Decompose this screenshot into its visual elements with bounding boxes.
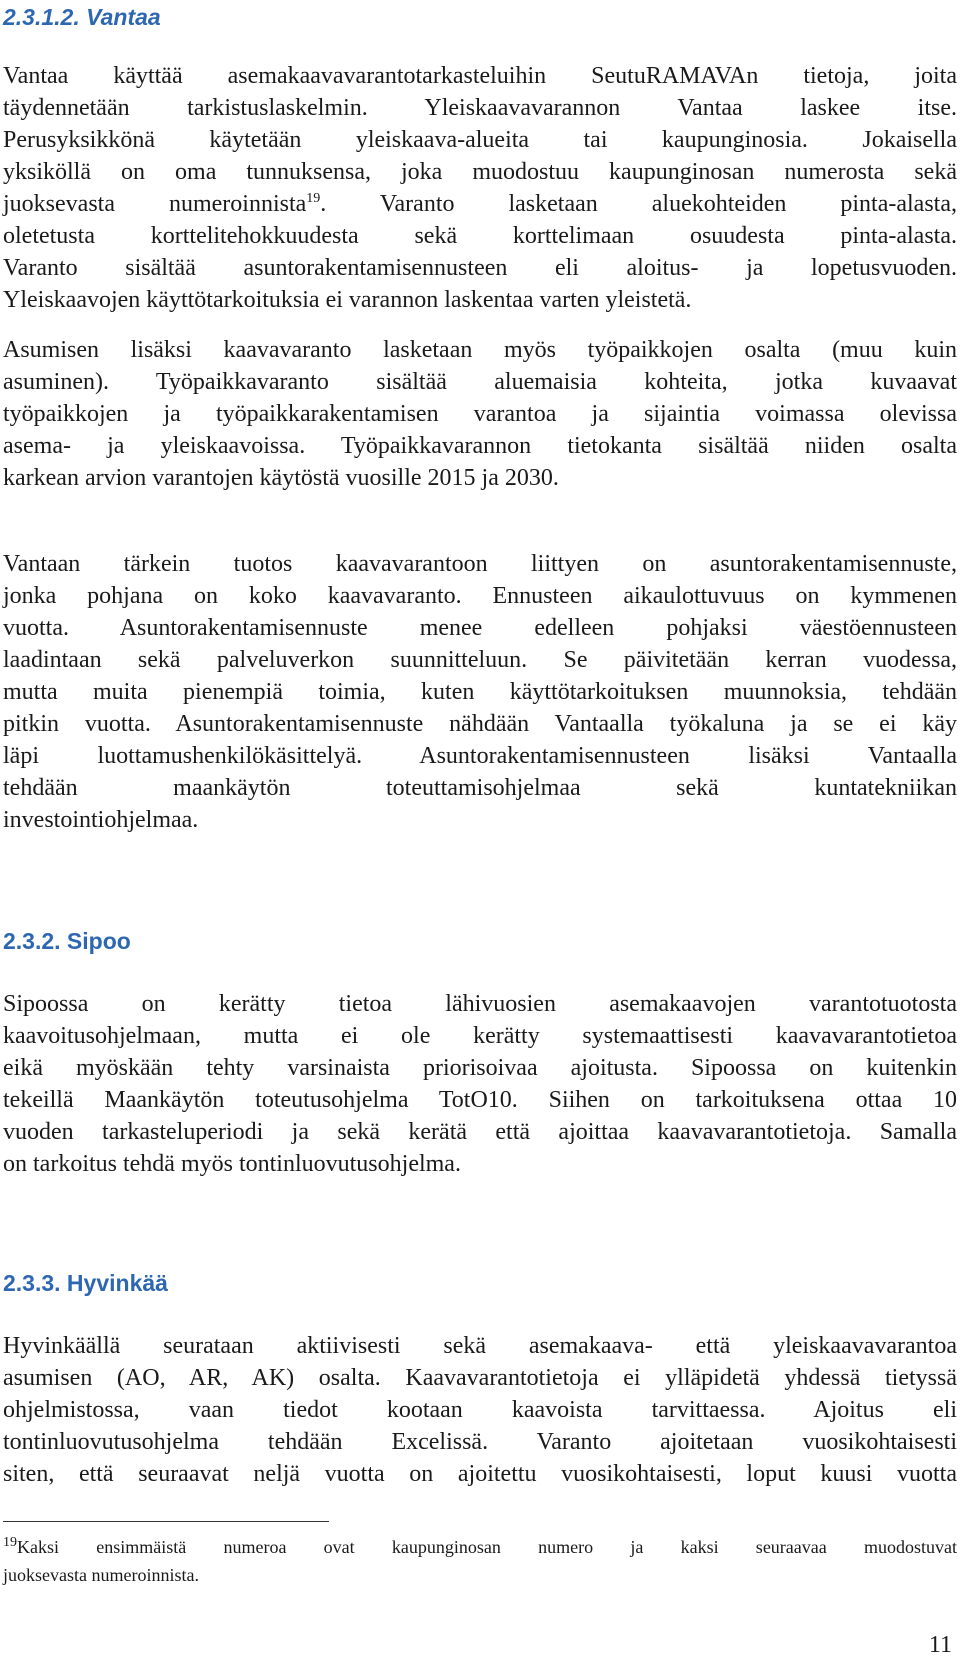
footnote xyxy=(3,1533,957,1589)
page-number: 11 xyxy=(928,1632,952,1658)
text-line: kaavoitusohjelmaan, mutta ei ole kerätty systemaattisesti kaavavarantotietoa xyxy=(3,1023,957,1049)
paragraph-hyvinkaa-1 xyxy=(3,1330,957,1490)
paragraph-sipoo-1 xyxy=(3,988,957,1180)
footnote-divider xyxy=(3,1521,329,1522)
text-line: laadintaan sekä palveluverkon suunnitteluun. Se päivitetään kerran vuodessa, xyxy=(3,647,957,673)
text-line: yksiköllä on oma tunnuksensa, joka muodostuu kaupunginosan numerosta sekä xyxy=(3,159,957,185)
text-line: läpi luottamushenkilökäsittelyä. Asuntorakentamisennusteen lisäksi Vantaalla xyxy=(3,743,957,769)
text-line: asumisen (AO, AR, AK) osalta. Kaavavarantotietoja ei ylläpidetä yhdessä tietyssä xyxy=(3,1365,957,1391)
footnote-line: juoksevasta numeroinnista. xyxy=(3,1565,199,1585)
text-line: työpaikkojen ja työpaikkarakentamisen varantoa ja sijaintia voimassa olevissa xyxy=(3,401,957,427)
text-line: on tarkoitus tehdä myös tontinluovutusohjelma. xyxy=(3,1151,461,1177)
text-line: tehdään maankäytön toteuttamisohjelmaa sekä kuntatekniikan xyxy=(3,775,957,801)
text-line: jonka pohjana on koko kaavavaranto. Ennusteen aikaulottuvuus on kymmenen xyxy=(3,583,957,609)
section-heading-vantaa: 2.3.1.2. Vantaa xyxy=(3,4,161,30)
text-line: eikä myöskään tehty varsinaista priorisoivaa ajoitusta. Sipoossa on kuitenkin xyxy=(3,1055,957,1081)
text-line: pitkin vuotta. Asuntorakentamisennuste nähdään Vantaalla työkaluna ja se ei käy xyxy=(3,711,957,737)
text-fragment: juoksevasta numeroinnista xyxy=(3,191,307,217)
text-line: Perusyksikkönä käytetään yleiskaava-alueita tai kaupunginosia. Jokaisella xyxy=(3,127,957,153)
text-line: tontinluovutusohjelma tehdään Excelissä. Varanto ajoitetaan vuosikohtaisesti xyxy=(3,1429,957,1455)
text-line: asuminen). Työpaikkavaranto sisältää aluemaisia kohteita, jotka kuvaavat xyxy=(3,369,957,395)
paragraph-vantaa-2 xyxy=(3,334,957,494)
section-heading-sipoo: 2.3.2. Sipoo xyxy=(3,928,131,954)
text-line: ohjelmistossa, vaan tiedot kootaan kaavoista tarvittaessa. Ajoitus eli xyxy=(3,1397,957,1423)
footnote-line xyxy=(3,1533,957,1561)
text-line: investointiohjelmaa. xyxy=(3,807,199,833)
text-line: Vantaan tärkein tuotos kaavavarantoon liittyen on asuntorakentamisennuste, xyxy=(3,551,957,577)
text-line: asema- ja yleiskaavoissa. Työpaikkavarannon tietokanta sisältää niiden osalta xyxy=(3,433,957,459)
paragraph-vantaa-3 xyxy=(3,548,957,836)
text-line-with-footnote xyxy=(3,188,957,220)
section-heading-hyvinkaa: 2.3.3. Hyvinkää xyxy=(3,1270,168,1296)
text-line: Asumisen lisäksi kaavavaranto lasketaan myös työpaikkojen osalta (muu kuin xyxy=(3,337,957,363)
text-line: vuotta. Asuntorakentamisennuste menee edelleen pohjaksi väestöennusteen xyxy=(3,615,957,641)
text-line: Yleiskaavojen käyttötarkoituksia ei varannon laskentaa varten yleistetä. xyxy=(3,287,692,313)
text-line: Hyvinkäällä seurataan aktiivisesti sekä asemakaava- että yleiskaavavarantoa xyxy=(3,1333,957,1359)
text-line: vuoden tarkasteluperiodi ja sekä kerätä että ajoittaa kaavavarantotietoja. Samalla xyxy=(3,1119,957,1145)
paragraph-vantaa-1 xyxy=(3,60,957,316)
footnote-text: Kaksi ensimmäistä numeroa ovat kaupunginosan numero ja kaksi seuraavaa muodostuvat xyxy=(17,1537,957,1557)
text-line: Varanto sisältää asuntorakentamisennusteen eli aloitus- ja lopetusvuoden. xyxy=(3,255,957,281)
footnote-reference[interactable]: 19 xyxy=(306,191,321,206)
text-line: oletetusta korttelitehokkuudesta sekä korttelimaan osuudesta pinta-alasta. xyxy=(3,223,957,249)
text-line: karkean arvion varantojen käytöstä vuosille 2015 ja 2030. xyxy=(3,465,559,491)
text-line: Sipoossa on kerätty tietoa lähivuosien asemakaavojen varantotuotosta xyxy=(3,991,957,1017)
text-fragment: . Varanto lasketaan aluekohteiden pinta-alasta, xyxy=(320,191,957,217)
text-line: Vantaa käyttää asemakaavavarantotarkasteluihin SeutuRAMAVAn tietoja, joita xyxy=(3,63,957,89)
footnote-number: 19 xyxy=(3,1535,17,1550)
text-line: mutta muita pienempiä toimia, kuten käyttötarkoituksen muunnoksia, tehdään xyxy=(3,679,957,705)
text-line: tekeillä Maankäytön toteutusohjelma TotO10. Siihen on tarkoituksena ottaa 10 xyxy=(3,1087,957,1113)
text-line: siten, että seuraavat neljä vuotta on ajoitettu vuosikohtaisesti, loput kuusi vuotta xyxy=(3,1461,957,1487)
text-line: täydennetään tarkistuslaskelmin. Yleiskaavavarannon Vantaa laskee itse. xyxy=(3,95,957,121)
